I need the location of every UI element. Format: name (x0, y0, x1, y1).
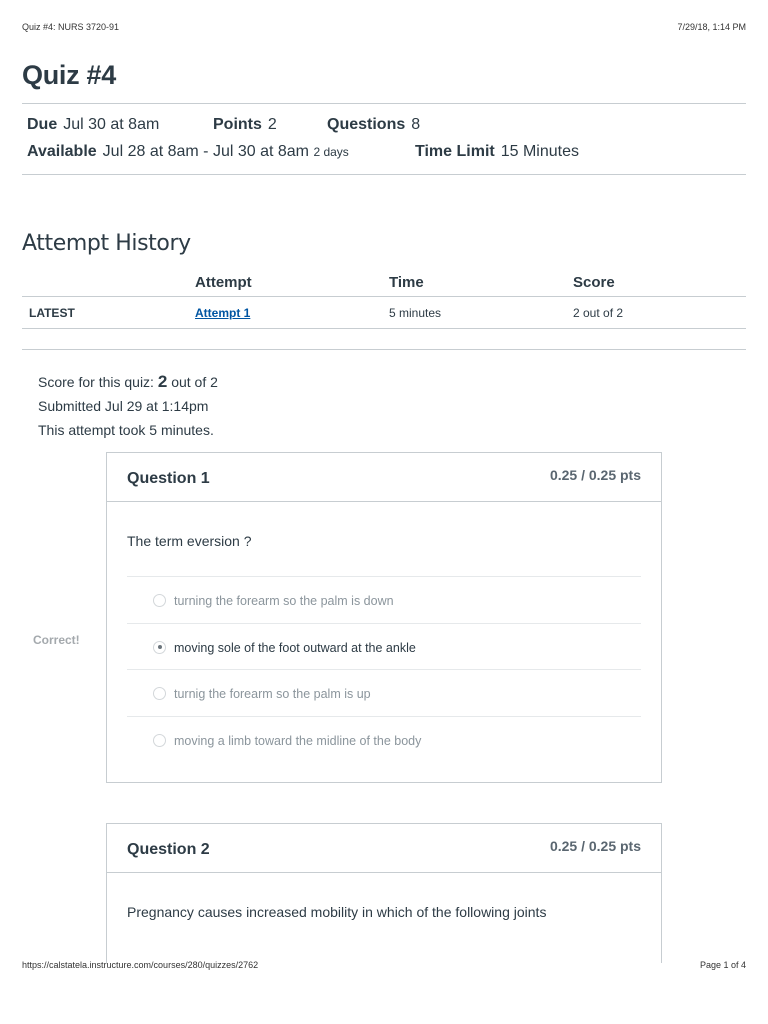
question-points: 0.25 / 0.25 pts (549, 467, 641, 483)
print-header-title: Quiz #4: NURS 3720-91 (22, 22, 120, 32)
attempt-time: 5 minutes (389, 306, 442, 320)
question-card (106, 823, 662, 963)
due-value: Jul 30 at 8am (63, 116, 160, 133)
section-divider (22, 349, 746, 350)
column-header-score: Score (573, 274, 615, 291)
attempt-history-title: Attempt History (22, 231, 191, 256)
radio-button[interactable] (153, 687, 166, 700)
answer-option-selected[interactable] (127, 623, 641, 670)
due-label: Due (27, 116, 58, 133)
question-title: Question 2 (127, 841, 210, 858)
column-header-time: Time (389, 274, 424, 291)
print-header (22, 22, 746, 32)
attempt-score: 2 out of 2 (573, 306, 624, 320)
quiz-summary (38, 370, 218, 442)
questions-detail (327, 116, 420, 134)
duration-text: This attempt took 5 minutes. (38, 422, 214, 438)
available-duration: 2 days (313, 145, 349, 159)
question-text: The term eversion ? (127, 533, 252, 549)
due-detail (27, 116, 159, 134)
available-value: Jul 28 at 8am - Jul 30 at 8am (102, 143, 309, 160)
answer-option[interactable] (127, 669, 641, 716)
page-title: Quiz #4 (22, 60, 116, 90)
question-card (106, 452, 662, 783)
radio-button-checked[interactable] (153, 641, 166, 654)
time-limit-detail (415, 143, 579, 161)
answer-text: moving a limb toward the midline of the body (174, 733, 422, 748)
page-number: Page 1 of 4 (699, 960, 746, 970)
attempt-history-table (22, 266, 746, 329)
score-line (38, 370, 218, 394)
score-suffix: out of 2 (171, 374, 218, 390)
attempt-link[interactable]: Attempt 1 (195, 306, 251, 320)
question-header (107, 824, 661, 873)
question-points: 0.25 / 0.25 pts (549, 838, 641, 854)
time-limit-value: 15 Minutes (500, 143, 579, 160)
question-text: Pregnancy causes increased mobility in which of the following joints (127, 904, 547, 920)
print-footer-url: https://calstatela.instructure.com/courses/280/quizzes/2762 (22, 960, 259, 970)
answer-text: moving sole of the foot outward at the ankle (174, 640, 416, 655)
answer-option[interactable] (127, 576, 641, 623)
available-label: Available (27, 143, 97, 160)
points-value: 2 (267, 116, 277, 133)
radio-button[interactable] (153, 734, 166, 747)
points-detail (213, 116, 277, 134)
answer-text: turnig the forearm so the palm is up (174, 687, 371, 701)
print-footer (22, 960, 746, 970)
submitted-text: Submitted Jul 29 at 1:14pm (38, 398, 209, 414)
questions-value: 8 (411, 116, 421, 133)
print-header-datetime: 7/29/18, 1:14 PM (677, 22, 746, 32)
table-header (22, 266, 746, 297)
available-detail (27, 143, 349, 161)
correct-answer-flag: Correct! (33, 633, 80, 647)
column-header-attempt: Attempt (195, 274, 252, 291)
answer-text: turning the forearm so the palm is down (174, 594, 394, 608)
points-label: Points (213, 116, 262, 133)
time-limit-label: Time Limit (415, 143, 495, 160)
question-header (107, 453, 661, 502)
radio-button[interactable] (153, 594, 166, 607)
answer-option[interactable] (127, 716, 641, 763)
question-title: Question 1 (127, 470, 210, 487)
score-prefix: Score for this quiz: (38, 374, 154, 390)
table-row (22, 297, 746, 329)
latest-tag: LATEST (29, 306, 75, 320)
quiz-details (22, 103, 746, 175)
questions-label: Questions (327, 116, 406, 133)
answer-list (127, 576, 641, 762)
score-value: 2 (157, 372, 168, 391)
